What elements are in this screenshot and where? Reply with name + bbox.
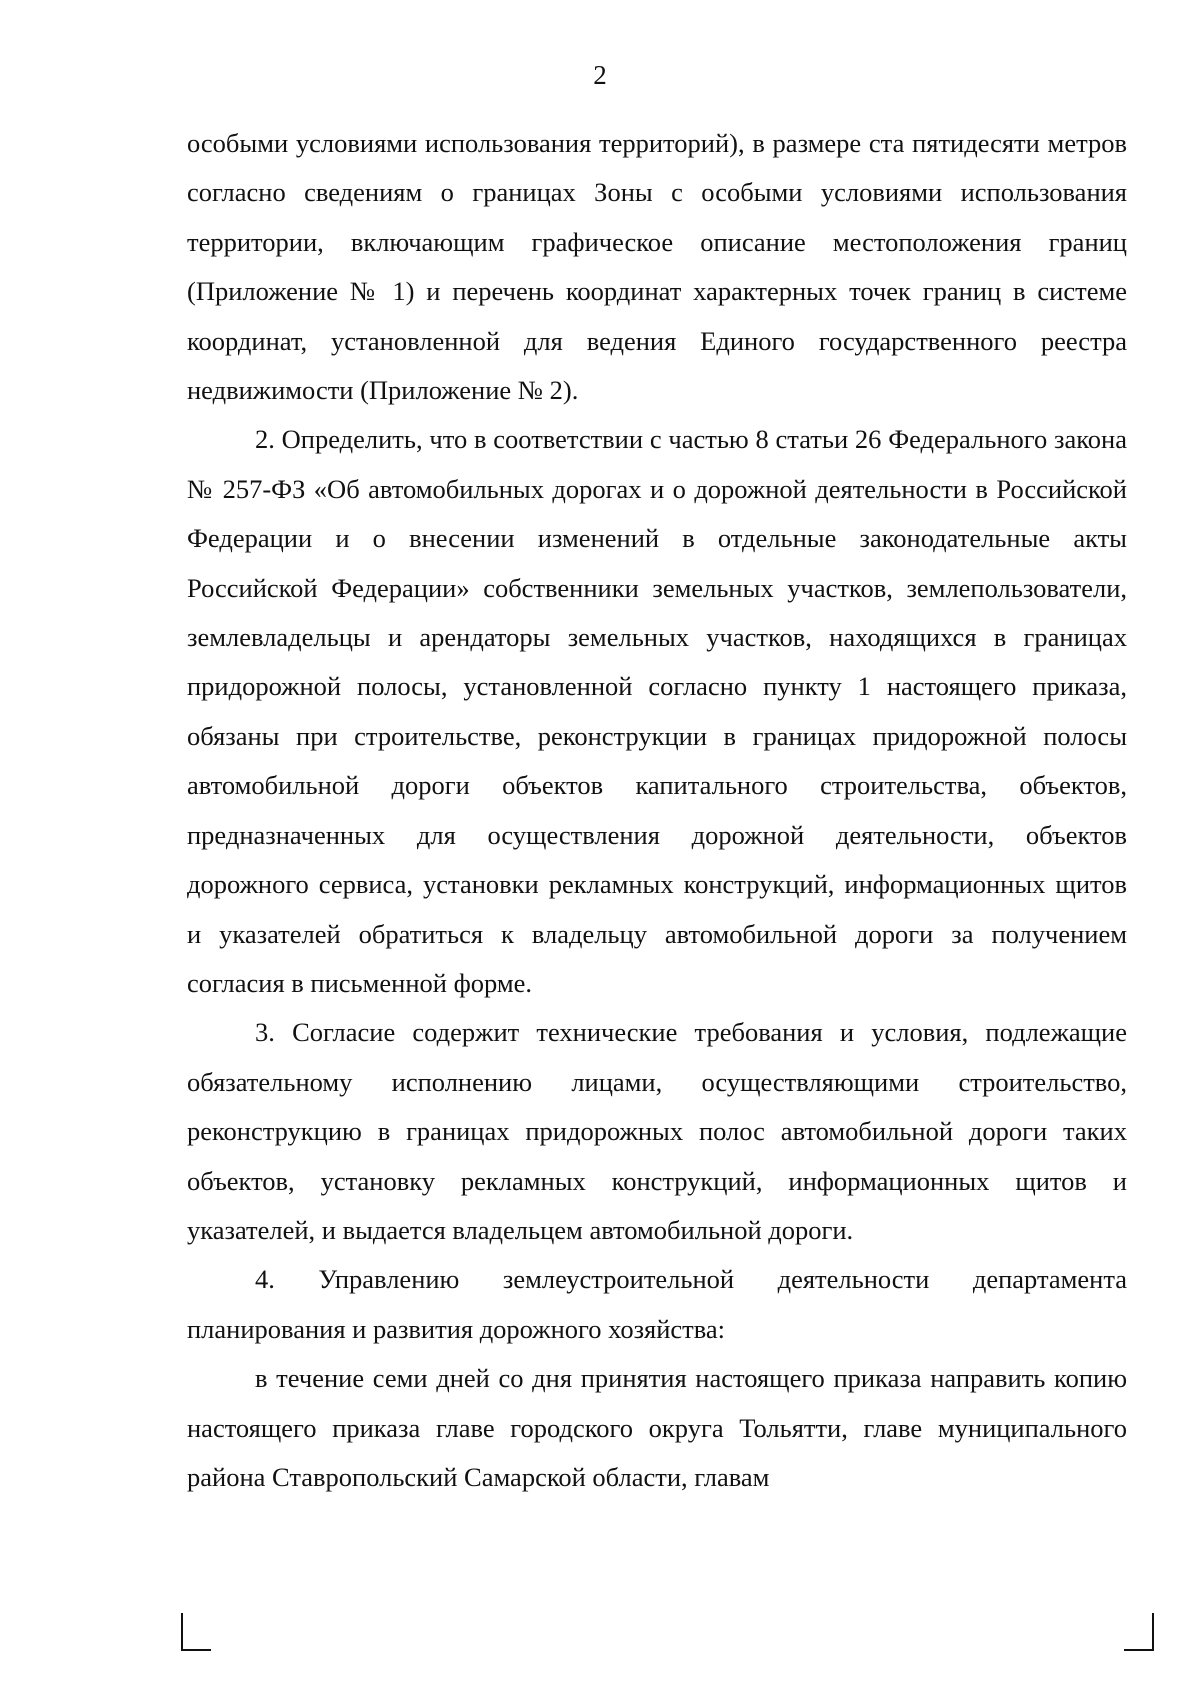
paragraph-item-4-subitem: в течение семи дней со дня принятия настоящего приказа направить копию настоящего приказа главе городского округа Тольятти, главе муниципального района Ставропольский Самарской области, главам — [187, 1363, 1127, 1492]
paragraph-item-4: 4. Управлению землеустроительной деятельности департамента планирования и развития дорожного хозяйства: — [187, 1264, 1127, 1344]
document-body — [187, 119, 1127, 1502]
page-number: 2 — [593, 60, 607, 90]
paragraph-item-3: 3. Согласие содержит технические требования и условия, подлежащие обязательному исполнению лицами, осуществляющими строительство, реконструкцию в границах придорожных полос автомобильной дороги таких объектов, установку рекламных конструкций, информационных щитов и указателей, и выдается владельцем автомобильной дороги. — [187, 1017, 1127, 1245]
paragraph-item-2: 2. Определить, что в соответствии с частью 8 статьи 26 Федерального закона № 257-ФЗ «Об автомобильных дорогах и о дорожной деятельности в Российской Федерации и о внесении изменений в отдельные законодательные акты Российской Федерации» собственники земельных участков, землепользователи, землевладельцы и арендаторы земельных участков, находящихся в границах придорожной полосы, установленной согласно пункту 1 настоящего приказа, обязаны при строительстве, реконструкции в границах придорожной полосы автомобильной дороги объектов капитального строительства, объектов, предназначенных для осуществления дорожной деятельности, объектов дорожного сервиса, установки рекламных конструкций, информационных щитов и указателей обратиться к владельцу автомобильной дороги за получением согласия в письменной форме. — [187, 424, 1127, 998]
corner-mark-left — [181, 1613, 211, 1651]
corner-mark-right — [1124, 1613, 1154, 1651]
paragraph-continuation: особыми условиями использования территорий), в размере ста пятидесяти метров согласно сведениям о границах Зоны с особыми условиями использования территории, включающим графическое описание местоположения границ (Приложение № 1) и перечень координат характерных точек границ в системе координат, установленной для ведения Единого государственного реестра недвижимости (Приложение № 2). — [187, 128, 1127, 406]
